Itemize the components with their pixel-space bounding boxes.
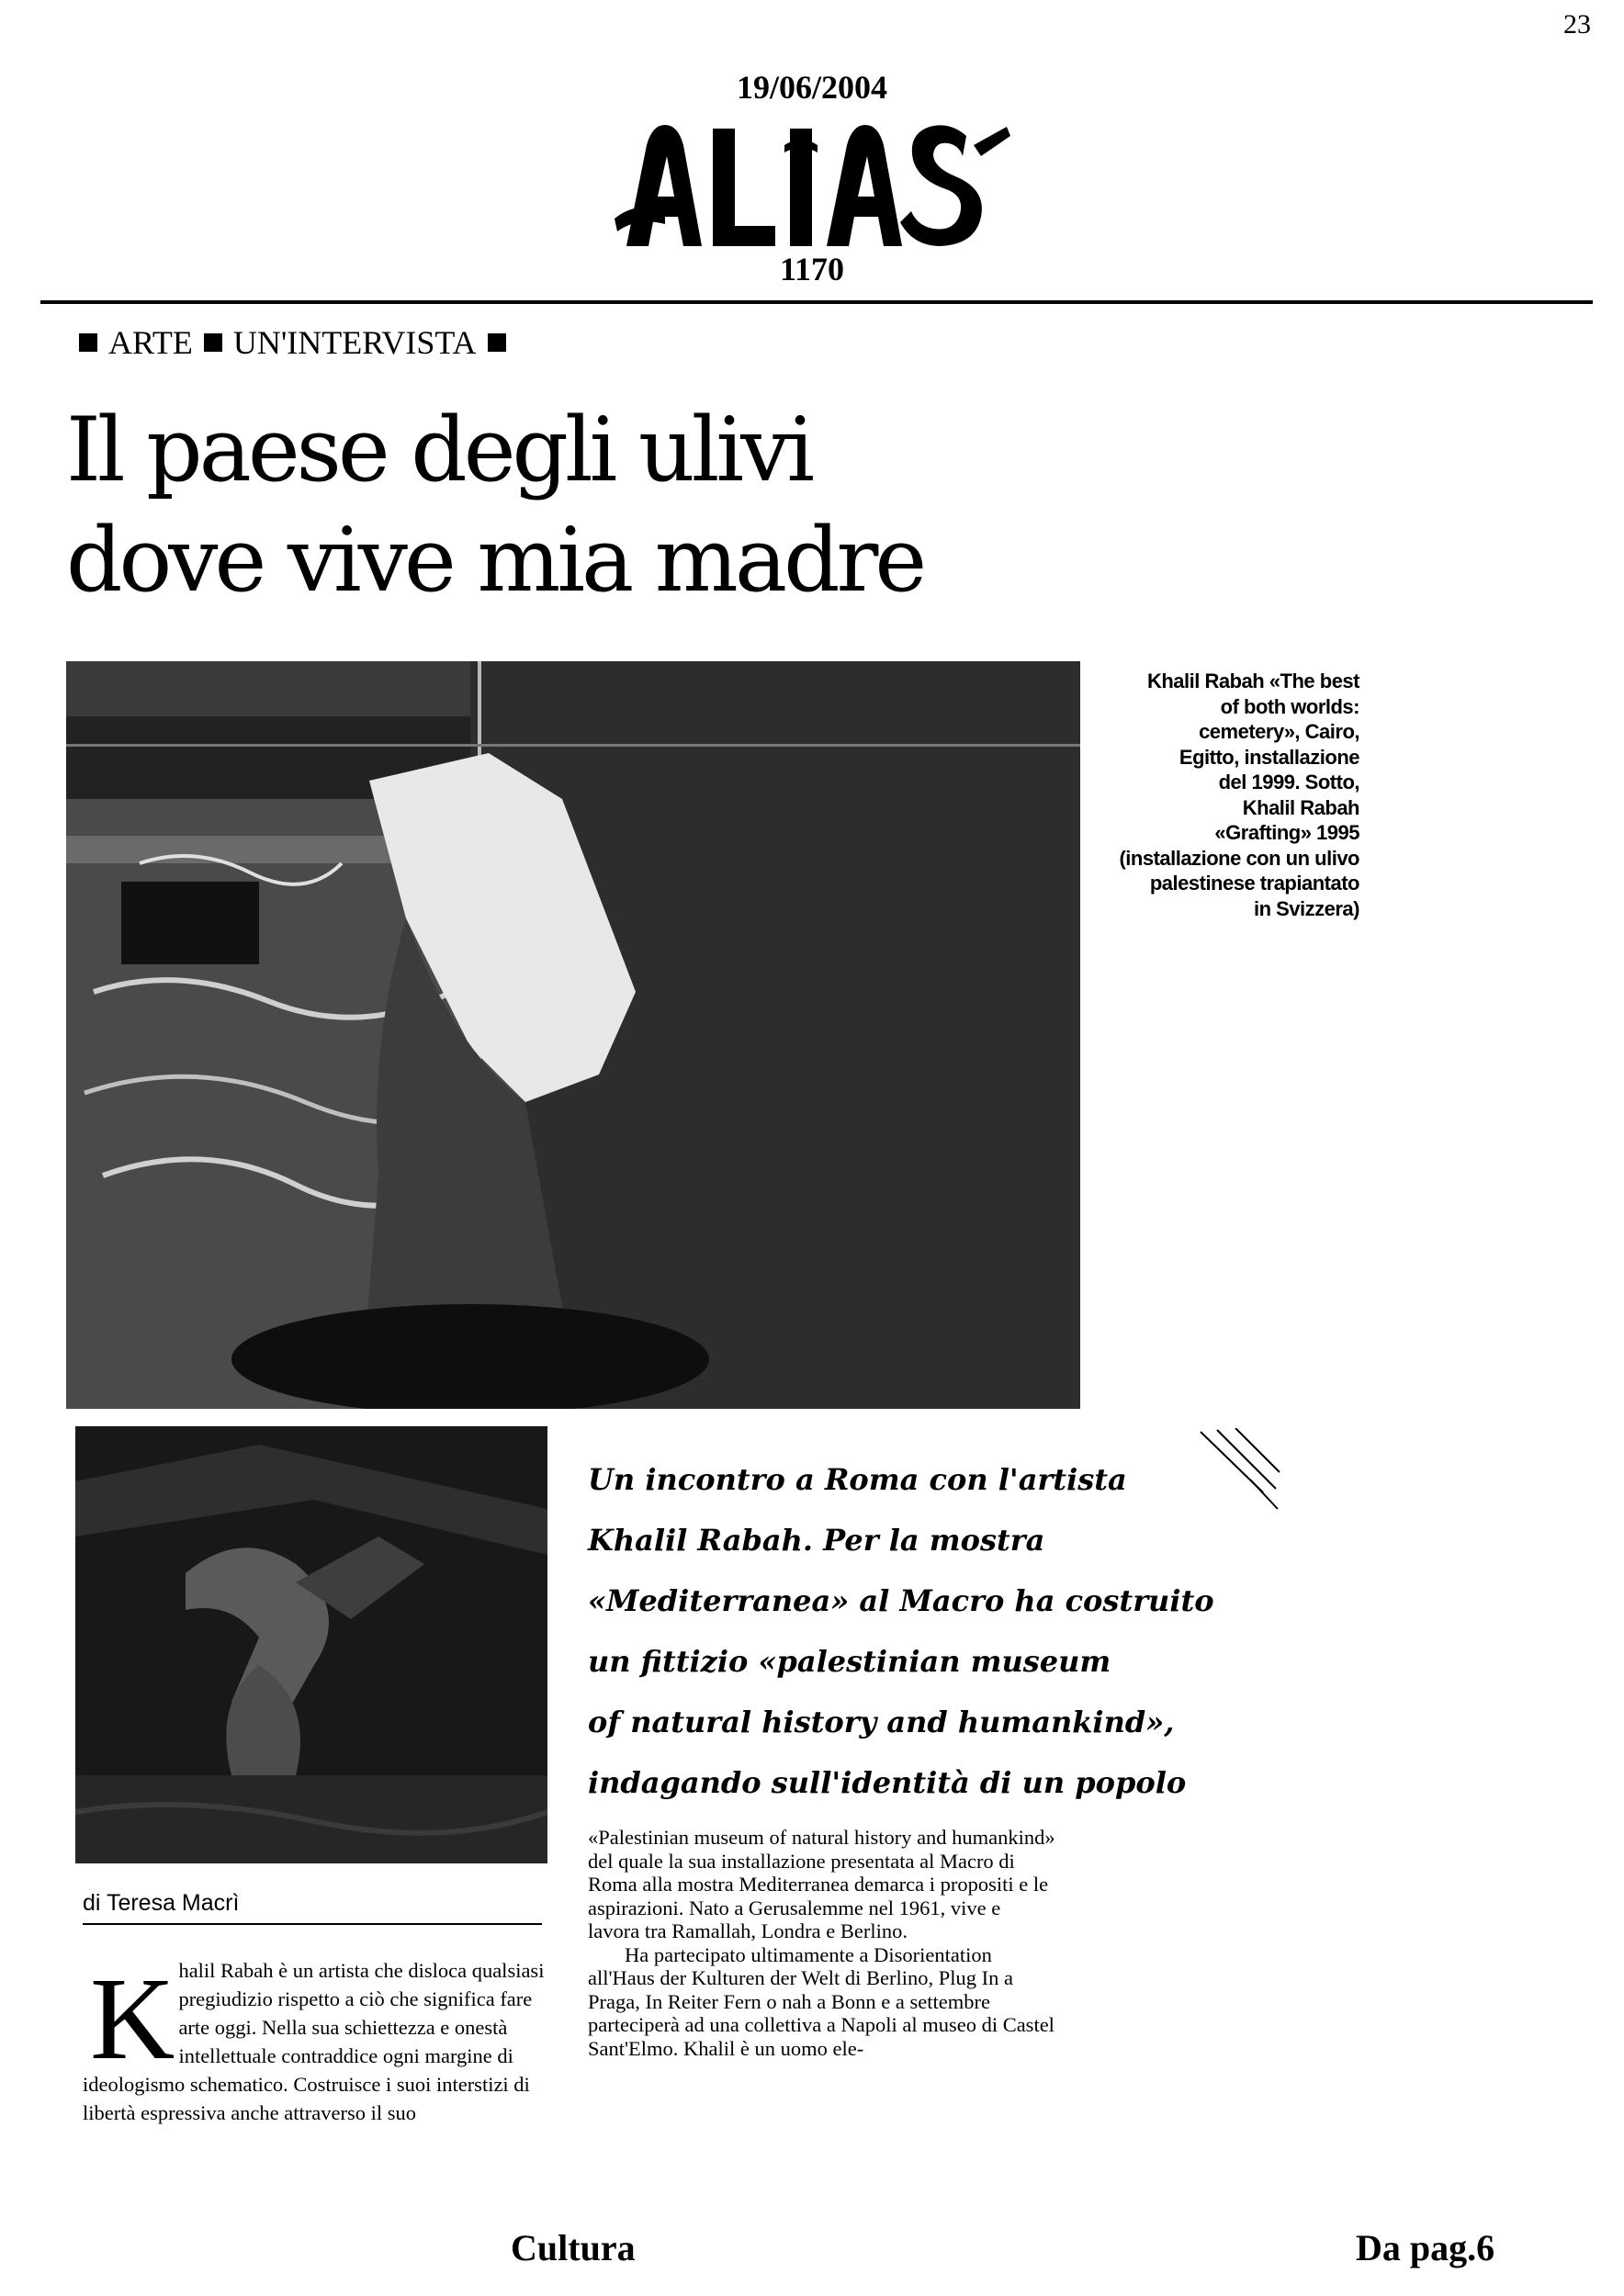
body-paragraph: Ha partecipato ultimamente a Disorientation all'Haus der Kulturen der Welt di Berlino, Plug In a Praga, In Reiter Fern o nah a Bonn e a settembre parteciperà ad una collettiva a Napoli al museo di Castel Sant'Elmo. Khalil è un uomo ele- — [588, 1942, 1054, 2060]
caption-line: cemetery», Cairo, — [1199, 720, 1359, 743]
lede-line: indagando sull'identità di un popolo — [588, 1765, 1187, 1800]
caption-line: (installazione con un ulivo — [1119, 846, 1359, 870]
photo-caption — [1093, 669, 1359, 921]
drop-cap: K — [90, 1953, 175, 2084]
caption-line: palestinese trapiantato — [1149, 872, 1359, 895]
byline-divider — [83, 1923, 542, 1925]
section-item-intervista: UN'INTERVISTA — [232, 324, 477, 361]
caption-line: in Svizzera) — [1253, 896, 1359, 920]
publication-date: 19/06/2004 — [736, 69, 887, 106]
byline: di Teresa Macrì — [83, 1890, 240, 1916]
body-column-right — [588, 1826, 1056, 2060]
caption-line: of both worlds: — [1220, 694, 1359, 718]
lede-line: of natural history and humankind», — [588, 1705, 1175, 1739]
footer-source-page: Da pag.6 — [1356, 2227, 1495, 2268]
secondary-photo — [75, 1426, 547, 1863]
body-column-left — [83, 1953, 549, 2127]
body-paragraph: «Palestinian museum of natural history and humankind» del quale la sua installazione presentata al Macro di Roma alla mostra Mediterranea demarca i propositi e le aspirazioni. Nato a Gerusalemme nel 1961, vive e lavora tra Ramallah, Londra e Berlino. — [588, 1826, 1055, 1942]
square-bullet-icon — [488, 333, 506, 352]
lede-line: Khalil Rabah. Per la mostra — [588, 1523, 1045, 1558]
title-line: Il paese degli ulivi — [66, 399, 812, 501]
page-number: 23 — [1563, 9, 1591, 39]
caption-line: Egitto, installazione — [1179, 745, 1359, 769]
lede-line: «Mediterranea» al Macro ha costruito — [588, 1583, 1214, 1618]
article-title — [66, 395, 985, 615]
section-label — [79, 323, 506, 362]
square-bullet-icon — [79, 333, 97, 352]
caption-line: Khalil Rabah — [1242, 795, 1359, 819]
issue-number: 1170 — [779, 251, 844, 287]
installation-photo — [66, 661, 1080, 1409]
article-lede — [588, 1449, 1286, 1813]
lede-line: un fittizio «palestinian museum — [588, 1644, 1111, 1679]
header-divider — [40, 300, 1593, 304]
lede-line: Un incontro a Roma con l'artista — [588, 1462, 1127, 1497]
section-item-arte: ARTE — [108, 324, 193, 361]
square-bullet-icon — [204, 333, 222, 352]
title-line: dove vive mia madre — [66, 509, 924, 612]
footer-section-label: Cultura — [511, 2227, 636, 2268]
caption-line: del 1999. Sotto, — [1218, 771, 1359, 793]
alias-logo — [610, 108, 1014, 255]
olive-tree-photo — [75, 1426, 547, 1863]
caption-line: «Grafting» 1995 — [1214, 821, 1359, 844]
caption-line: Khalil Rabah «The best — [1146, 670, 1359, 692]
body-paragraph: halil Rabah è un artista che disloca qualsiasi pregiudizio rispetto a ciò che significa fare arte oggi. Nella sua schiettezza e onestà intellettuale contraddice ogni margine di ideologismo schematico. Costruisce i suoi interstizi di libertà espressiva anche attraverso il suo — [83, 1959, 545, 2124]
main-photo — [66, 661, 1080, 1409]
